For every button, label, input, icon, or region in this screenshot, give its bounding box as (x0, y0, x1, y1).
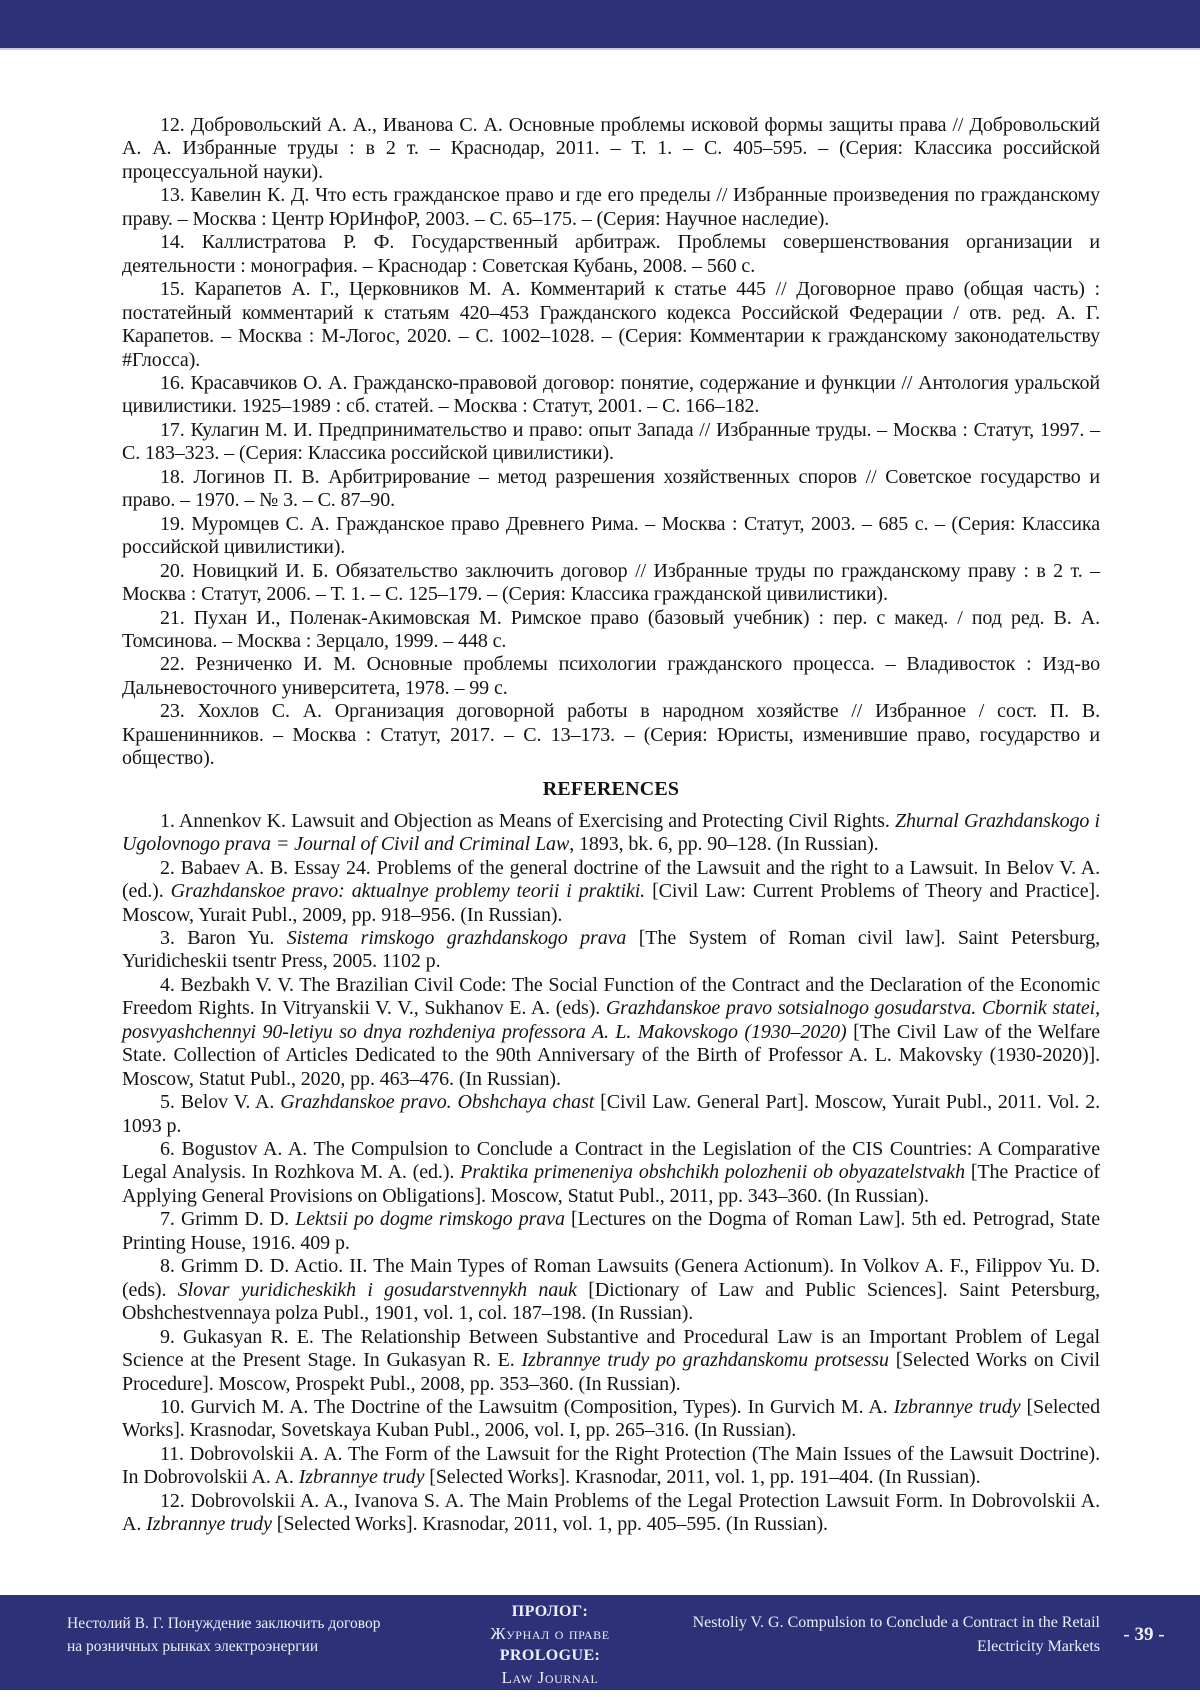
reference-item: 4. Bezbakh V. V. The Brazilian Civil Code: The Social Function of the Contract and the Declaration of the Economic Freedom Rights. In Vitryanskii V. V., Sukhanov E. A. (eds). Grazhdanskoe pravo sotsialnogo gosudarstva. Cbornik statei, posvyashchennyi 90-letiyu so dnya rozhdeniya professora A. L. Makovskogo (1930–2020) [The Civil Law of the Welfare State. Collection of Articles Dedicated to the 90th Anniversary of the Birth of Professor A. L. Makovsky (1930-2020)]. Moscow, Statut Publ., 2020, pp. 463–476. (In Russian). (122, 973, 1100, 1090)
footer-citation-en: Nestoliy V. G. Compulsion to Conclude a Contract in the Retail Electricity Markets (692, 1614, 1100, 1655)
footer-citation-ru: Нестолий В. Г. Понуждение заключить договор на розничных рынках электроэнергии (67, 1615, 381, 1655)
top-color-bar (0, 0, 1200, 50)
reference-item: 23. Хохлов С. А. Организация договорной работы в народном хозяйстве // Избранное / сост. П. В. Крашенинников. – Москва : Статут, 2017. – С. 13–173. – (Серия: Юристы, изменившие право, государство и общество). (122, 700, 1100, 770)
footer-journal-block (435, 1601, 665, 1689)
reference-item: 14. Каллистратова Р. Ф. Государственный арбитраж. Проблемы совершенствования организации и деятельности : монография. – Краснодар : Советская Кубань, 2008. – 560 с. (122, 231, 1100, 277)
journal-title-en: PROLOGUE: (499, 1647, 601, 1664)
references-heading: REFERENCES (542, 777, 680, 800)
reference-item: 12. Dobrovolskii A. A., Ivanova S. A. The Main Problems of the Legal Protection Lawsuit Form. In Dobrovolskii A. A. Izbrannye trudy [Selected Works]. Krasnodar, 2011, vol. 1, pp. 405–595. (In Russian). (122, 1489, 1100, 1536)
journal-title-ru: ПРОЛОГ: (511, 1603, 589, 1620)
reference-item: 22. Резниченко И. М. Основные проблемы психологии гражданского процесса. – Владивосток : Изд-во Дальневосточного университета, 1978. – 99 с. (122, 653, 1100, 699)
reference-item: 5. Belov V. A. Grazhdanskoe pravo. Obshchaya chast [Civil Law. General Part]. Moscow, Yurait Publ., 2011. Vol. 2. 1093 p. (122, 1091, 1101, 1137)
reference-item: 1. Annenkov K. Lawsuit and Objection as Means of Exercising and Protecting Civil Rights. Zhurnal Grazhdanskogo i Ugolovnogo prava = Journal of Civil and Criminal Law, 1893, bk. 6, pp. 90–128. (In Russian). (122, 809, 1101, 856)
reference-item: 9. Gukasyan R. E. The Relationship Between Substantive and Procedural Law is an Important Problem of Legal Science at the Present Stage. In Gukasyan R. E. Izbrannye trudy po grazhdanskomu protsessu [Selected Works on Civil Procedure]. Moscow, Prospekt Publ., 2008, pp. 353–360. (In Russian). (122, 1325, 1101, 1395)
reference-item: 20. Новицкий И. Б. Обязательство заключить договор // Избранные труды по гражданскому праву : в 2 т. – Москва : Статут, 2006. – Т. 1. – С. 125–179. – (Серия: Классика гражданской цивилистики). (122, 559, 1100, 606)
reference-item: 6. Bogustov A. A. The Compulsion to Conclude a Contract in the Legislation of the CIS Countries: A Comparative Legal Analysis. In Rozhkova M. A. (ed.). Praktika primeneniya obshchikh polozhenii ob obyazatelstvakh [The Practice of Applying General Provisions on Obligations]. Moscow, Statut Publ., 2011, pp. 343–360. (In Russian). (122, 1138, 1100, 1207)
russian-references-list (122, 114, 1100, 771)
reference-item: 3. Baron Yu. Sistema rimskogo grazhdanskogo prava [The System of Roman civil law]. Saint Petersburg, Yuridicheskii tsentr Press, 2005. 1102 p. (122, 926, 1101, 973)
reference-item: 8. Grimm D. D. Actio. II. The Main Types of Roman Lawsuits (Genera Actionum). In Volkov A. F., Filippov Yu. D. (eds). Slovar yuridicheskikh i gosudarstvennykh nauk [Dictionary of Law and Public Sciences]. Saint Petersburg, Obshchestvennaya polza Publ., 1901, vol. 1, col. 187–198. (In Russian). (122, 1255, 1101, 1325)
reference-item: 19. Муромцев С. А. Гражданское право Древнего Рима. – Москва : Статут, 2003. – 685 с. – (Серия: Классика российской цивилистики). (122, 512, 1100, 559)
reference-item: 12. Добровольский А. А., Иванова С. А. Основные проблемы исковой формы защиты права // Добровольский А. А. Избранные труды : в 2 т. – Краснодар, 2011. – Т. 1. – С. 405–595. – (Серия: Классика российской процессуальной науки). (122, 114, 1100, 183)
reference-item: 7. Grimm D. D. Lektsii po dogme rimskogo prava [Lectures on the Dogma of Roman Law]. 5th ed. Petrograd, State Printing House, 1916. 409 p. (122, 1208, 1101, 1254)
page-number: - 39 - (1123, 1624, 1165, 1645)
reference-item: 13. Кавелин К. Д. Что есть гражданское право и где его пределы // Избранные произведения по гражданскому праву. – Москва : Центр ЮрИнфоР, 2003. – С. 65–175. – (Серия: Научное наследие). (122, 184, 1100, 230)
journal-subtitle-en: Law Journal (501, 1668, 599, 1687)
reference-item: 18. Логинов П. В. Арбитрирование – метод разрешения хозяйственных споров // Советское государство и право. – 1970. – № 3. – С. 87–90. (122, 465, 1100, 512)
reference-item: 21. Пухан И., Поленак-Акимовская М. Римское право (базовый учебник) : пер. с макед. / под ред. В. А. Томсинова. – Москва : Зерцало, 1999. – 448 с. (122, 606, 1100, 652)
reference-item: 11. Dobrovolskii A. A. The Form of the Lawsuit for the Right Protection (The Main Issues of the Lawsuit Doctrine). In Dobrovolskii A. A. Izbrannye trudy [Selected Works]. Krasnodar, 2011, vol. 1, pp. 191–404. (In Russian). (122, 1442, 1100, 1489)
reference-item: 2. Babaev A. B. Essay 24. Problems of the general doctrine of the Lawsuit and the right to a Lawsuit. In Belov V. A. (ed.). Grazhdanskoe pravo: aktualnye problemy teorii i praktiki. [Civil Law: Current Problems of Theory and Practice]. Moscow, Yurait Publ., 2009, pp. 918–956. (In Russian). (122, 856, 1100, 926)
reference-item: 17. Кулагин М. И. Предпринимательство и право: опыт Запада // Избранные труды. – Москва : Статут, 1997. – С. 183–323. – (Серия: Классика российской цивилистики). (122, 418, 1100, 465)
reference-item: 15. Карапетов А. Г., Церковников М. А. Комментарий к статье 445 // Договорное право (общая часть) : постатейный комментарий к статьям 420–453 Гражданского кодекса Российской Федерации / отв. ред. А. Г. Карапетов. – Москва : М-Логос, 2020. – С. 1002–1028. – (Серия: Комментарии к гражданскому законодательству #Глосса). (122, 278, 1100, 371)
reference-item: 10. Gurvich M. A. The Doctrine of the Lawsuitm (Composition, Types). In Gurvich M. A. Izbrannye trudy [Selected Works]. Krasnodar, Sovetskaya Kuban Publ., 2006, vol. I, pp. 265–316. (In Russian). (122, 1396, 1100, 1442)
page-body (0, 50, 1200, 1595)
journal-subtitle-ru: Журнал о праве (490, 1624, 610, 1643)
english-references-list (122, 810, 1100, 1537)
footer-bar (0, 1595, 1200, 1690)
reference-item: 16. Красавчиков О. А. Гражданско-правовой договор: понятие, содержание и функции // Антология уральской цивилистики. 1925–1989 : сб. статей. – Москва : Статут, 2001. – С. 166–182. (122, 371, 1100, 418)
